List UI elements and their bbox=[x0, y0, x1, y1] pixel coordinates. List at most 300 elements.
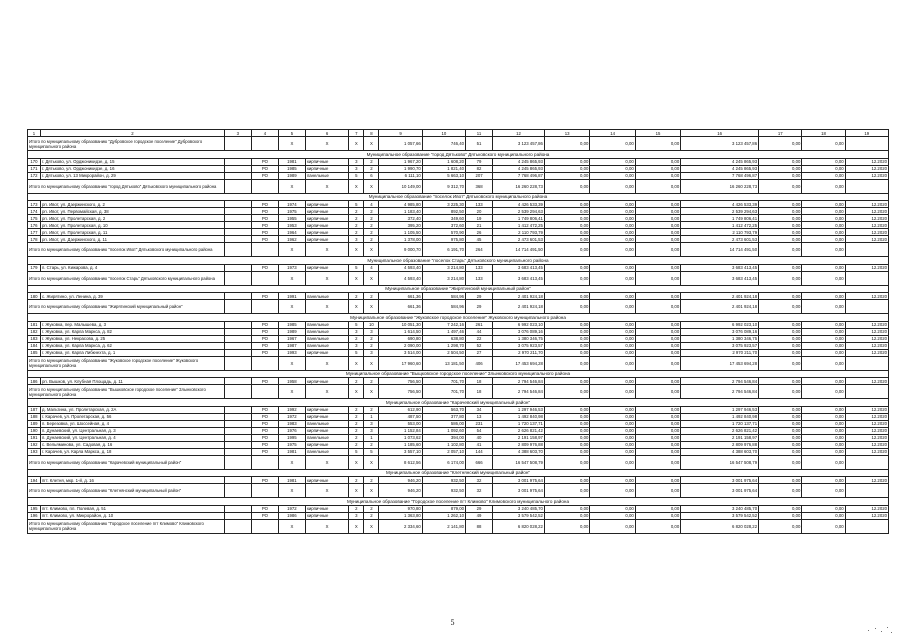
subtotal-cell: 0,00 bbox=[759, 356, 802, 370]
building-cell: кирпичные bbox=[305, 427, 348, 434]
building-cell: 395,20 bbox=[379, 222, 422, 229]
building-cell: с. Жирятино, ул. Ленина, д. 39 bbox=[40, 293, 224, 300]
building-row bbox=[28, 158, 889, 165]
building-cell: 0,00 bbox=[590, 222, 635, 229]
building-cell: 1981 bbox=[278, 448, 305, 455]
building-cell: 4 985,80 bbox=[379, 201, 422, 208]
building-cell: 18 bbox=[466, 378, 493, 385]
subtotal-cell: X bbox=[305, 356, 348, 370]
building-cell: 0,00 bbox=[590, 335, 635, 342]
building-cell: 12.2020 bbox=[845, 158, 888, 165]
building-cell: 4 593,40 bbox=[379, 264, 422, 271]
building-cell: 1 073,62 bbox=[379, 434, 422, 441]
building-cell: 3 514,00 bbox=[379, 349, 422, 356]
building-cell: 1972 bbox=[278, 413, 305, 420]
subtotal-cell: 264 bbox=[466, 243, 493, 257]
building-cell: 372,40 bbox=[379, 215, 422, 222]
building-cell: 3 bbox=[364, 349, 379, 356]
building-cell: кирпичные bbox=[305, 505, 348, 512]
building-cell: 0,00 bbox=[544, 512, 589, 519]
building-cell: РО bbox=[251, 172, 278, 179]
building-cell: 183 bbox=[28, 335, 41, 342]
subtotal-cell bbox=[845, 243, 888, 257]
building-cell: 3 bbox=[349, 165, 364, 172]
building-cell: 394,00 bbox=[422, 434, 465, 441]
building-cell: 1987 bbox=[278, 342, 305, 349]
column-number: 15 bbox=[635, 130, 680, 137]
subtotal-cell: 8 612,56 bbox=[379, 455, 422, 469]
building-cell: 1975 bbox=[278, 208, 305, 215]
subtotal-cell: 2 401 924,18 bbox=[681, 300, 759, 314]
building-cell: 1 492 840,98 bbox=[681, 413, 759, 420]
building-cell: 0,00 bbox=[635, 222, 680, 229]
section-title: Муниципальное образование "Городское поселение пгт Климово" Климовского муниципального района bbox=[28, 498, 889, 506]
building-cell: 0,00 bbox=[635, 427, 680, 434]
building-cell: 1995 bbox=[278, 434, 305, 441]
building-row bbox=[28, 349, 889, 356]
building-cell: 189 bbox=[28, 420, 41, 427]
section-title: Муниципальное образование "поселок Старь" Дятьковского муниципального района bbox=[28, 257, 889, 265]
building-cell: 1 298,70 bbox=[422, 342, 465, 349]
subtotal-cell bbox=[251, 519, 278, 533]
subtotal-cell: 32 bbox=[466, 484, 493, 498]
subtotal-cell bbox=[251, 484, 278, 498]
subtotal-row bbox=[28, 519, 889, 533]
building-cell: 0,00 bbox=[759, 229, 802, 236]
building-cell: 756,50 bbox=[379, 378, 422, 385]
building-cell: 0,00 bbox=[635, 172, 680, 179]
subtotal-cell: X bbox=[278, 455, 305, 469]
building-cell: 0,00 bbox=[635, 448, 680, 455]
building-cell: рп. Ивот, ул. Пролетарская, д. 11 bbox=[40, 229, 224, 236]
building-cell: РО bbox=[251, 349, 278, 356]
building-cell: 0,00 bbox=[590, 349, 635, 356]
building-cell: 4 388 603,70 bbox=[681, 448, 759, 455]
building-cell: РО bbox=[251, 477, 278, 484]
building-cell: 0,00 bbox=[590, 165, 635, 172]
building-cell: 0,00 bbox=[759, 165, 802, 172]
building-cell: 638,80 bbox=[422, 335, 465, 342]
building-cell: 1 720 137,71 bbox=[493, 420, 545, 427]
subtotal-cell bbox=[845, 179, 888, 193]
building-cell: 0,00 bbox=[590, 427, 635, 434]
building-cell: РО bbox=[251, 201, 278, 208]
building-cell: 1 297 946,53 bbox=[493, 406, 545, 413]
building-cell: 6 992 023,10 bbox=[493, 321, 545, 328]
building-cell: 3 bbox=[349, 512, 364, 519]
building-cell: 0,00 bbox=[635, 349, 680, 356]
building-cell: кирпичные bbox=[305, 512, 348, 519]
building-cell: 2 bbox=[349, 477, 364, 484]
building-cell: 0,00 bbox=[802, 413, 845, 420]
building-cell: 2 bbox=[349, 427, 364, 434]
subtotal-cell: 0,00 bbox=[635, 385, 680, 399]
building-cell: 0,00 bbox=[635, 236, 680, 243]
blank-cell bbox=[224, 335, 251, 342]
blank-cell bbox=[224, 448, 251, 455]
blank-cell bbox=[224, 378, 251, 385]
building-cell: 661,36 bbox=[379, 293, 422, 300]
subtotal-cell bbox=[251, 271, 278, 285]
building-cell: 52 bbox=[466, 342, 493, 349]
building-cell: 2 bbox=[364, 477, 379, 484]
building-cell: РО bbox=[251, 229, 278, 236]
blank-cell bbox=[224, 229, 251, 236]
subtotal-cell: 0,00 bbox=[635, 179, 680, 193]
building-cell: 0,00 bbox=[759, 427, 802, 434]
building-cell: 2 bbox=[364, 441, 379, 448]
building-cell: 2 794 546,84 bbox=[681, 378, 759, 385]
building-cell: кирпичные bbox=[305, 229, 348, 236]
subtotal-cell: 0,00 bbox=[544, 243, 589, 257]
building-cell: 3 075 923,57 bbox=[681, 342, 759, 349]
building-row bbox=[28, 413, 889, 420]
building-cell: 0,00 bbox=[759, 448, 802, 455]
subtotal-row bbox=[28, 455, 889, 469]
building-cell: 2 626 821,42 bbox=[493, 427, 545, 434]
building-cell: 2 970 211,70 bbox=[493, 349, 545, 356]
subtotal-cell: X bbox=[364, 271, 379, 285]
building-cell: 0,00 bbox=[544, 342, 589, 349]
building-cell: 2 bbox=[364, 229, 379, 236]
subtotal-cell: X bbox=[305, 385, 348, 399]
building-cell: 4 245 865,93 bbox=[493, 158, 545, 165]
subtotal-cell: 0,00 bbox=[544, 385, 589, 399]
building-cell: панельные bbox=[305, 434, 348, 441]
building-cell: РО bbox=[251, 165, 278, 172]
subtotal-cell: 3 001 975,64 bbox=[493, 484, 545, 498]
building-cell: 1 380 346,75 bbox=[681, 335, 759, 342]
building-cell: 4 245 865,93 bbox=[681, 158, 759, 165]
blank-cell bbox=[224, 441, 251, 448]
building-cell: 2 bbox=[364, 208, 379, 215]
building-cell: п. Дунаевский, ул. Центральная, д. 3 bbox=[40, 427, 224, 434]
building-cell: 5 bbox=[349, 201, 364, 208]
column-number: 5 bbox=[278, 130, 305, 137]
building-cell: 2 110 793,79 bbox=[681, 229, 759, 236]
building-cell: 32 bbox=[466, 477, 493, 484]
building-cell: 5 bbox=[349, 448, 364, 455]
building-cell: 0,00 bbox=[590, 208, 635, 215]
subtotal-cell: 368 bbox=[466, 179, 493, 193]
subtotal-cell: X bbox=[349, 271, 364, 285]
building-cell: 0,00 bbox=[544, 293, 589, 300]
building-cell: 0,00 bbox=[590, 512, 635, 519]
building-cell: 170 bbox=[28, 158, 41, 165]
subtotal-cell: 0,00 bbox=[759, 271, 802, 285]
subtotal-cell bbox=[845, 519, 888, 533]
building-cell: кирпичные bbox=[305, 201, 348, 208]
building-cell: 2 bbox=[349, 378, 364, 385]
building-cell: 1981 bbox=[278, 158, 305, 165]
building-cell: 1992 bbox=[278, 406, 305, 413]
building-cell: 1 614,50 bbox=[379, 328, 422, 335]
subtotal-cell: 9 000,70 bbox=[379, 243, 422, 257]
building-cell: рп. Ивот, ул. Пролетарская, д. 2 bbox=[40, 215, 224, 222]
subtotal-label: Итого по муниципальному образованию "поселок Старь" Дятьковского муниципального района bbox=[28, 271, 225, 285]
subtotal-cell: X bbox=[305, 484, 348, 498]
building-row bbox=[28, 335, 889, 342]
subtotal-cell: 16 547 508,79 bbox=[493, 455, 545, 469]
building-cell: 0,00 bbox=[590, 172, 635, 179]
building-row bbox=[28, 406, 889, 413]
building-cell: 377,80 bbox=[422, 413, 465, 420]
building-cell: кирпичные bbox=[305, 215, 348, 222]
building-cell: 4 426 533,39 bbox=[681, 201, 759, 208]
subtotal-cell: X bbox=[364, 137, 379, 151]
subtotal-cell bbox=[224, 519, 251, 533]
building-cell: 0,00 bbox=[802, 236, 845, 243]
building-cell: 2 bbox=[349, 441, 364, 448]
building-cell: 2 bbox=[349, 215, 364, 222]
subtotal-cell bbox=[845, 455, 888, 469]
building-cell: 1 412 472,25 bbox=[681, 222, 759, 229]
building-row bbox=[28, 420, 889, 427]
building-cell: 0,00 bbox=[802, 477, 845, 484]
building-cell: 0,00 bbox=[635, 406, 680, 413]
subtotal-cell: X bbox=[278, 179, 305, 193]
subtotal-cell: X bbox=[278, 385, 305, 399]
building-cell: 0,00 bbox=[635, 434, 680, 441]
section-title: Муниципальное образование "Жирятинский муниципальный район" bbox=[28, 285, 889, 293]
building-row bbox=[28, 378, 889, 385]
building-cell: 3 bbox=[364, 328, 379, 335]
building-cell: рп. Вышков, ул. Клубная Площадь, д. 11 bbox=[40, 378, 224, 385]
blank-cell bbox=[224, 264, 251, 271]
subtotal-row bbox=[28, 271, 889, 285]
building-cell: 0,00 bbox=[635, 378, 680, 385]
building-cell: 1 492 840,98 bbox=[493, 413, 545, 420]
building-cell: 26 bbox=[466, 229, 493, 236]
building-cell: 2 bbox=[349, 406, 364, 413]
building-cell: 0,00 bbox=[635, 229, 680, 236]
building-cell: г. Дятьково, ул. 13 Микрорайон, д. 29 bbox=[40, 172, 224, 179]
building-cell: 79 bbox=[466, 158, 493, 165]
building-cell: 179 bbox=[28, 264, 41, 271]
subtotal-cell: 51 bbox=[466, 137, 493, 151]
subtotal-row bbox=[28, 356, 889, 370]
building-cell: 177 bbox=[28, 229, 41, 236]
building-cell: с. Вельяминова, ул. Садовая, д. 16 bbox=[40, 441, 224, 448]
building-cell: 181 bbox=[28, 321, 41, 328]
building-cell: 2 bbox=[364, 342, 379, 349]
blank-cell bbox=[224, 215, 251, 222]
building-cell: кирпичные bbox=[305, 236, 348, 243]
subtotal-cell: 4 593,40 bbox=[379, 271, 422, 285]
building-cell: 0,00 bbox=[635, 420, 680, 427]
building-cell: 0,00 bbox=[590, 264, 635, 271]
building-cell: 1 990,70 bbox=[379, 165, 422, 172]
building-cell: 12.2020 bbox=[845, 434, 888, 441]
building-cell: 3 bbox=[349, 328, 364, 335]
building-cell: 173 bbox=[28, 201, 41, 208]
building-row bbox=[28, 427, 889, 434]
blank-cell bbox=[224, 293, 251, 300]
subtotal-cell bbox=[224, 271, 251, 285]
subtotal-cell: 0,00 bbox=[590, 179, 635, 193]
building-cell: 1 412 472,25 bbox=[493, 222, 545, 229]
subtotal-cell: 17 960,60 bbox=[379, 356, 422, 370]
building-cell: г. Дятьково, ул. Орджоникидзе, д. 15 bbox=[40, 158, 224, 165]
building-cell: 0,00 bbox=[544, 236, 589, 243]
building-cell: 0,00 bbox=[759, 378, 802, 385]
building-cell: 0,00 bbox=[544, 441, 589, 448]
building-cell: 0,00 bbox=[759, 215, 802, 222]
building-cell: 0,00 bbox=[544, 434, 589, 441]
building-cell: 187 bbox=[28, 406, 41, 413]
subtotal-cell: X bbox=[364, 519, 379, 533]
building-cell: пгт. Климово, пл. Полевая, д. 51 bbox=[40, 505, 224, 512]
blank-cell bbox=[224, 328, 251, 335]
subtotal-cell bbox=[224, 300, 251, 314]
building-cell: 3 076 089,16 bbox=[493, 328, 545, 335]
building-cell: 2 bbox=[364, 406, 379, 413]
subtotal-cell bbox=[224, 356, 251, 370]
building-cell: РО bbox=[251, 328, 278, 335]
building-cell: панельные bbox=[305, 342, 348, 349]
building-cell: г. Жуковка, пер. Малышева, д. 3 bbox=[40, 321, 224, 328]
building-cell: РО bbox=[251, 505, 278, 512]
building-cell: 0,00 bbox=[544, 427, 589, 434]
building-cell: 133 bbox=[466, 201, 493, 208]
blank-cell bbox=[224, 349, 251, 356]
subtotal-cell: 701,70 bbox=[422, 385, 465, 399]
column-number: 6 bbox=[305, 130, 348, 137]
building-cell: 6 992 023,10 bbox=[681, 321, 759, 328]
subtotal-cell: 2 334,60 bbox=[379, 519, 422, 533]
building-cell: 22 bbox=[466, 335, 493, 342]
building-cell: 1981 bbox=[278, 477, 305, 484]
building-cell: 0,00 bbox=[759, 335, 802, 342]
subtotal-row bbox=[28, 243, 889, 257]
building-cell: 12.2020 bbox=[845, 165, 888, 172]
building-cell: 2 bbox=[364, 158, 379, 165]
building-cell: 175 bbox=[28, 215, 41, 222]
building-cell: 0,00 bbox=[544, 477, 589, 484]
building-cell: 0,00 bbox=[590, 477, 635, 484]
building-cell: 975,80 bbox=[422, 236, 465, 243]
building-cell: РО bbox=[251, 406, 278, 413]
subtotal-cell: 0,00 bbox=[590, 243, 635, 257]
subtotal-cell: 0,00 bbox=[635, 243, 680, 257]
subtotal-cell: 756,50 bbox=[379, 385, 422, 399]
subtotal-cell: 0,00 bbox=[590, 356, 635, 370]
building-cell: 0,00 bbox=[635, 477, 680, 484]
building-cell: 1 497,46 bbox=[422, 328, 465, 335]
subtotal-cell: 0,00 bbox=[635, 271, 680, 285]
building-cell: 7 768 496,87 bbox=[493, 172, 545, 179]
building-cell: г. Жуковка, ул. Карла Маркса, д. 62 bbox=[40, 342, 224, 349]
subtotal-cell: 3 683 413,45 bbox=[493, 271, 545, 285]
subtotal-cell: X bbox=[305, 179, 348, 193]
subtotal-cell: X bbox=[278, 356, 305, 370]
building-cell: 570,90 bbox=[422, 229, 465, 236]
subtotal-cell: 0,00 bbox=[635, 455, 680, 469]
building-cell: кирпичные bbox=[305, 222, 348, 229]
blank-cell bbox=[224, 413, 251, 420]
building-cell: 172 bbox=[28, 172, 41, 179]
building-cell: 0,00 bbox=[759, 406, 802, 413]
building-cell: 0,00 bbox=[590, 321, 635, 328]
building-cell: 6 111,10 bbox=[379, 172, 422, 179]
building-cell: 0,00 bbox=[635, 512, 680, 519]
building-cell: 946,20 bbox=[379, 477, 422, 484]
building-cell: 2 539 294,63 bbox=[681, 208, 759, 215]
building-cell: 12.2020 bbox=[845, 335, 888, 342]
building-cell: 0,00 bbox=[802, 172, 845, 179]
blank-cell bbox=[224, 321, 251, 328]
building-cell: 12.2020 bbox=[845, 342, 888, 349]
section-header-row bbox=[28, 498, 889, 506]
blank-cell bbox=[224, 222, 251, 229]
building-cell: 1953 bbox=[278, 222, 305, 229]
building-cell: 184 bbox=[28, 342, 41, 349]
building-cell: 1985 bbox=[278, 321, 305, 328]
subtotal-cell: X bbox=[349, 137, 364, 151]
subtotal-cell bbox=[251, 300, 278, 314]
building-cell: 2 bbox=[349, 434, 364, 441]
building-cell: 194 bbox=[28, 477, 41, 484]
building-cell: 1 bbox=[364, 434, 379, 441]
building-cell: 1 105,50 bbox=[379, 229, 422, 236]
building-cell: 5 bbox=[349, 349, 364, 356]
blank-cell bbox=[224, 406, 251, 413]
blank-cell bbox=[224, 477, 251, 484]
building-row bbox=[28, 441, 889, 448]
building-cell: 3 683 413,45 bbox=[681, 264, 759, 271]
subtotal-cell: 0,00 bbox=[759, 519, 802, 533]
building-cell: 586,00 bbox=[422, 420, 465, 427]
building-cell: 44 bbox=[466, 328, 493, 335]
building-cell: 5 bbox=[349, 172, 364, 179]
subtotal-cell: X bbox=[305, 137, 348, 151]
building-cell: кирпичные bbox=[305, 264, 348, 271]
building-cell: 0,00 bbox=[802, 293, 845, 300]
subtotal-cell: 0,00 bbox=[590, 300, 635, 314]
building-cell: 0,00 bbox=[590, 413, 635, 420]
building-cell: 1985 bbox=[278, 165, 305, 172]
building-cell: 12.2020 bbox=[845, 222, 888, 229]
building-cell: 0,00 bbox=[590, 434, 635, 441]
building-cell: 3 557,10 bbox=[379, 448, 422, 455]
data-table bbox=[27, 129, 889, 534]
building-cell: 45 bbox=[466, 236, 493, 243]
building-cell: п. Березовка, ул. Шоссейная, д. 4 bbox=[40, 420, 224, 427]
building-cell: РО bbox=[251, 158, 278, 165]
building-cell: 4 245 865,93 bbox=[681, 165, 759, 172]
building-cell: 190 bbox=[28, 427, 41, 434]
subtotal-cell: 18 bbox=[466, 385, 493, 399]
section-header-row bbox=[28, 193, 889, 201]
section-title: Муниципальное образование "Карачевский муниципальный район" bbox=[28, 399, 889, 407]
blank-cell bbox=[224, 427, 251, 434]
building-cell: 0,00 bbox=[590, 420, 635, 427]
building-cell: 0,00 bbox=[759, 264, 802, 271]
scan-speck-marks bbox=[866, 626, 894, 634]
building-cell: 1993 bbox=[278, 349, 305, 356]
building-cell: 5 bbox=[364, 448, 379, 455]
subtotal-cell: X bbox=[278, 484, 305, 498]
building-cell: 3 bbox=[364, 427, 379, 434]
building-cell: 970,80 bbox=[379, 505, 422, 512]
subtotal-cell: 6 174,00 bbox=[422, 455, 465, 469]
subtotal-cell: 0,00 bbox=[635, 484, 680, 498]
building-cell: 1 821,40 bbox=[422, 165, 465, 172]
building-cell: 4 388 603,70 bbox=[493, 448, 545, 455]
building-cell: 4 bbox=[364, 201, 379, 208]
building-cell: кирпичные bbox=[305, 413, 348, 420]
building-cell: 0,00 bbox=[759, 413, 802, 420]
